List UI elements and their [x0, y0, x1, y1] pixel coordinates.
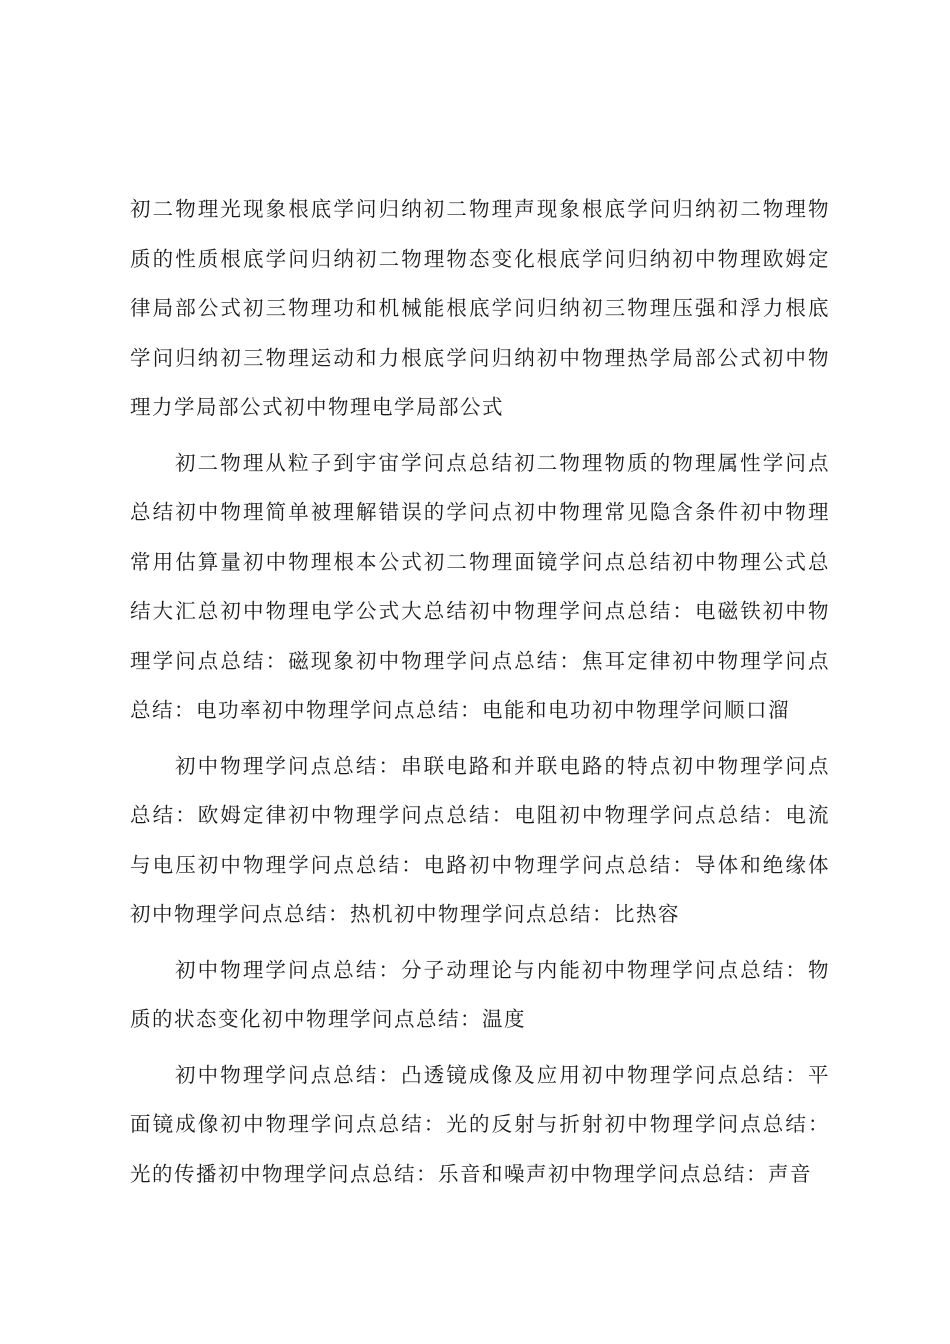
paragraph: 初二物理从粒子到宇宙学问点总结初二物理物质的物理属性学问点总结初中物理简单被理解错误的学问点初中物理常见隐含条件初中物理常用估算量初中物理根本公式初二物理面镜学问点总结初中物理公式总结大汇总初中物理电学公式大总结初中物理学问点总结：电磁铁初中物理学问点总结：磁现象初中物理学问点总结：焦耳定律初中物理学问点总结：电功率初中物理学问点总结：电能和电功初中物理学问顺口溜	[130, 450, 830, 722]
paragraph: 初中物理学问点总结：串联电路和并联电路的特点初中物理学问点总结：欧姆定律初中物理学问点总结：电阻初中物理学问点总结：电流与电压初中物理学问点总结：电路初中物理学问点总结：导体和绝缘体初中物理学问点总结：热机初中物理学问点总结：比热容	[130, 753, 830, 926]
document-body	[130, 185, 830, 1205]
paragraph: 初中物理学问点总结：分子动理论与内能初中物理学问点总结：物质的状态变化初中物理学问点总结：温度	[130, 957, 830, 1031]
paragraph: 初二物理光现象根底学问归纳初二物理声现象根底学问归纳初二物理物质的性质根底学问归纳初二物理物态变化根底学问归纳初中物理欧姆定律局部公式初三物理功和机械能根底学问归纳初三物理压强和浮力根底学问归纳初三物理运动和力根底学问归纳初中物理热学局部公式初中物理力学局部公式初中物理电学局部公式	[130, 197, 830, 419]
paragraph: 初中物理学问点总结：凸透镜成像及应用初中物理学问点总结：平面镜成像初中物理学问点总结：光的反射与折射初中物理学问点总结：光的传播初中物理学问点总结：乐音和噪声初中物理学问点总结：声音	[130, 1062, 830, 1186]
